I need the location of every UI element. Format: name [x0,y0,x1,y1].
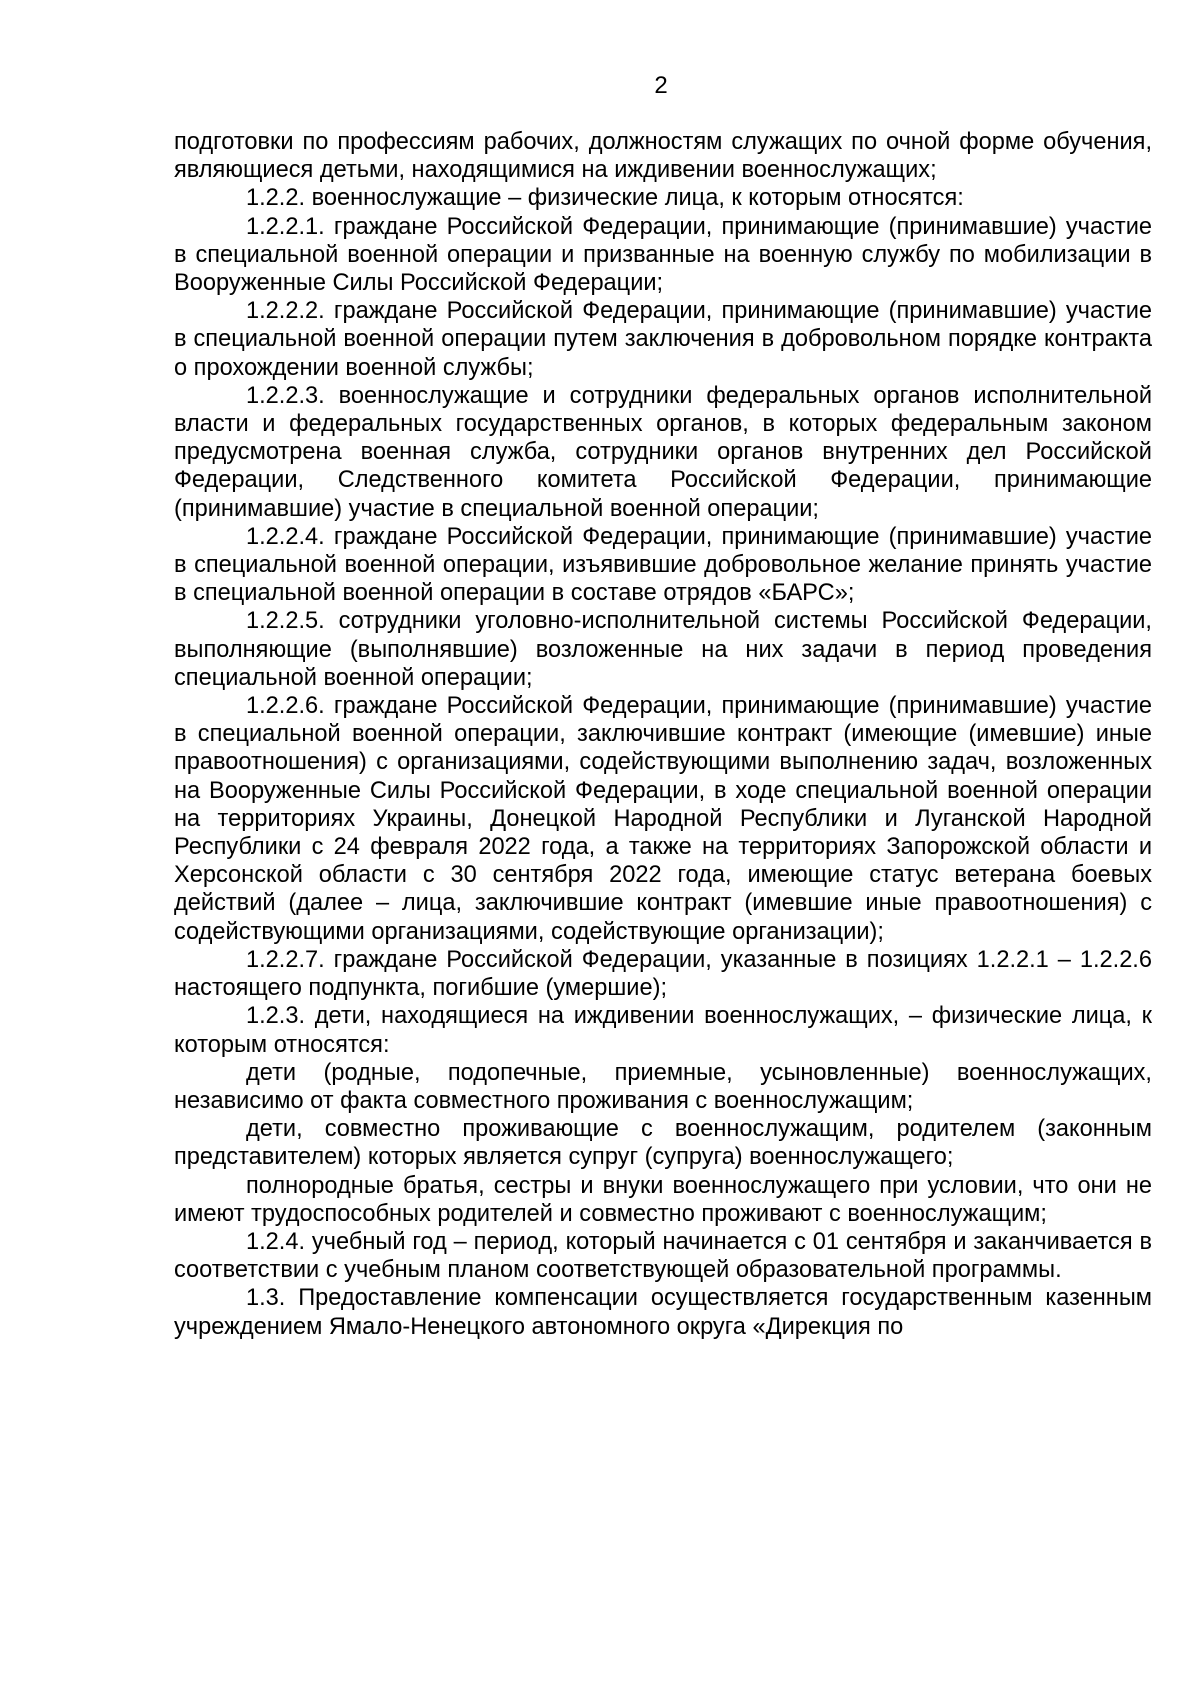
paragraph-continuation: подготовки по профессиям рабочих, должностям служащих по очной форме обучения, являющиеся детьми, находящимися на иждивении военнослужащих; [174,129,1152,184]
paragraph-1-2-2-3: 1.2.2.3. военнослужащие и сотрудники федеральных органов исполнительной власти и федеральных государственных органов, в которых федеральным законом предусмотрена военная служба, сотрудники органов внутренних дел Российской Федерации, Следственного комитета Российской Федерации, принимающие (принимавшие) участие в специальной военной операции; [174,382,1152,522]
page-number: 2 [654,72,668,99]
paragraph-1-2-4: 1.2.4. учебный год – период, который начинается с 01 сентября и заканчивается в соответствии с учебным планом соответствующей образовательной программы. [174,1228,1152,1284]
paragraph-1-2-2-2: 1.2.2.2. граждане Российской Федерации, принимающие (принимавшие) участие в специальной военной операции путем заключения в добровольном порядке контракта о прохождении военной службы; [174,298,1152,381]
paragraph-1-2-2-6: 1.2.2.6. граждане Российской Федерации, принимающие (принимавшие) участие в специальной военной операции, заключившие контракт (имеющие (имевшие) иные правоотношения) с организациями, содействующими выполнению задач, возложенных на Вооруженные Силы Российской Федерации, в ходе специальной военной операции на территориях Украины, Донецкой Народной Республики и Луганской Народной Республики с 24 февраля 2022 года, а также на территориях Запорожской области и Херсонской области с 30 сентября 2022 года, имеющие статус ветерана боевых действий (далее – лица, заключившие контракт (имевшие иные правоотношения) с содействующими организациями, содействующие организации); [174,693,1152,945]
paragraph-children-cohabiting: дети, совместно проживающие с военнослужащим, родителем (законным представителем) которых является супруг (супруга) военнослужащего; [174,1116,1152,1171]
paragraph-1-3: 1.3. Предоставление компенсации осуществляется государственным казенным учреждением Ямало-Ненецкого автономного округа «Дирекция по [174,1285,1152,1340]
paragraph-children-own: дети (родные, подопечные, приемные, усыновленные) военнослужащих, независимо от факта совместного проживания с военнослужащим; [174,1059,1152,1114]
paragraph-1-2-2-5: 1.2.2.5. сотрудники уголовно-исполнительной системы Российской Федерации, выполняющие (выполнявшие) возложенные на них задачи в период проведения специальной военной операции; [174,608,1152,691]
paragraph-1-2-2: 1.2.2. военнослужащие – физические лица, к которым относятся: [246,185,964,212]
paragraph-1-2-2-4: 1.2.2.4. граждане Российской Федерации, принимающие (принимавшие) участие в специальной военной операции, изъявившие добровольное желание принять участие в специальной военной операции в составе отрядов «БАРС»; [174,523,1152,607]
paragraph-siblings-grandchildren: полнородные братья, сестры и внуки военнослужащего при условии, что они не имеют трудоспособных родителей и совместно проживают с военнослужащим; [174,1172,1152,1227]
paragraph-1-2-3: 1.2.3. дети, находящиеся на иждивении военнослужащих, – физические лица, к которым относятся: [174,1003,1152,1058]
document-body [174,128,1152,1341]
paragraph-1-2-2-1: 1.2.2.1. граждане Российской Федерации, принимающие (принимавшие) участие в специальной военной операции и призванные на военную службу по мобилизации в Вооруженные Силы Российской Федерации; [174,213,1152,297]
paragraph-1-2-2-7: 1.2.2.7. граждане Российской Федерации, указанные в позициях 1.2.2.1 – 1.2.2.6 настоящего подпункта, погибшие (умершие); [174,946,1152,1002]
